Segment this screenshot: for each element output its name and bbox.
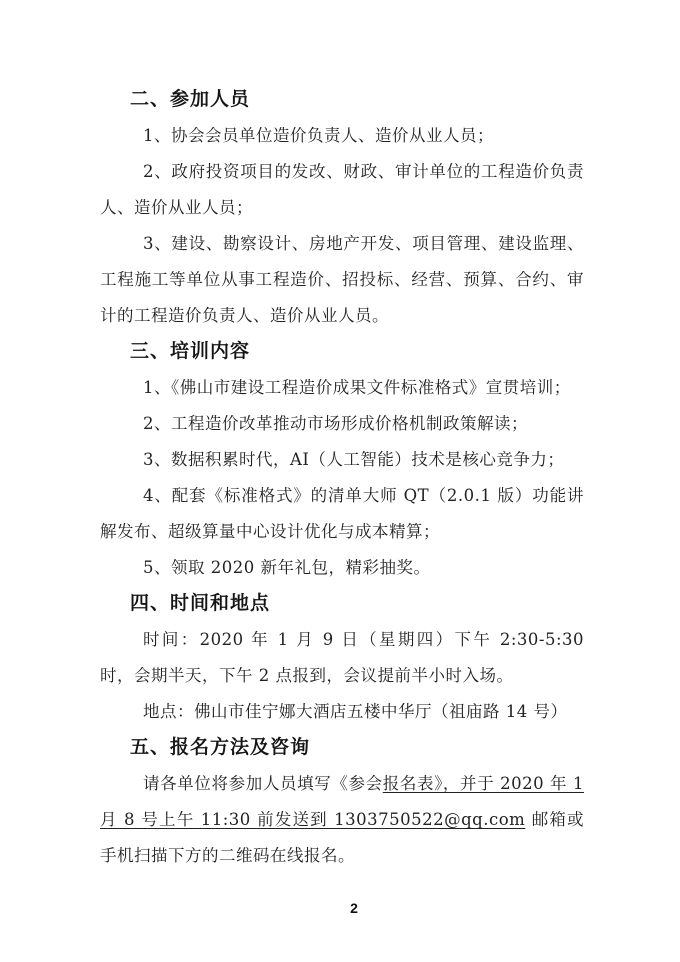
participants-item-1: 1、协会会员单位造价负责人、造价从业人员； (143, 126, 494, 145)
section-heading-time-place: 四、时间和地点 (130, 593, 271, 614)
section-heading-registration: 五、报名方法及咨询 (130, 737, 311, 758)
page-number: 2 (350, 900, 358, 916)
participants-item-2: 2、政府投资项目的发改、财政、审计单位的工程造价负责人、造价从业人员； (100, 162, 584, 217)
registration-underlined-text: 报名表》，并于 2020 年 1 月 8 号上午 11:30 前发送到 1303750522@qq.com (100, 774, 585, 829)
training-item-4: 4、配套《标准格式》的清单大师 QT（2.0.1 版）功能讲解发布、超级算量中心设计优化与成本精算； (100, 486, 584, 541)
section-heading-training-content: 三、培训内容 (130, 341, 251, 362)
place-line: 地点：佛山市佳宁娜大酒店五楼中华厅（祖庙路 14 号） (143, 702, 568, 721)
training-item-3: 3、数据积累时代，AI（人工智能）技术是核心竞争力； (143, 450, 565, 469)
training-item-2: 2、工程造价改革推动市场形成价格机制政策解读； (143, 414, 528, 433)
training-item-5: 5、领取 2020 新年礼包，精彩抽奖。 (143, 558, 431, 577)
training-item-1: 1、《佛山市建设工程造价成果文件标准格式》宣贯培训； (143, 378, 571, 397)
registration-text-run: 请各单位将参加人员填写《参会 (143, 774, 383, 793)
participants-item-3: 3、建设、勘察设计、房地产开发、项目管理、建设监理、工程施工等单位从事工程造价、招投标、经营、预算、合约、审计的工程造价负责人、造价从业人员。 (100, 234, 584, 325)
time-line: 时间：2020 年 1 月 9 日（星期四）下午 2:30-5:30 时，会期半天，下午 2 点报到，会议提前半小时入场。 (100, 630, 584, 685)
registration-text-run: 邮箱或手机扫描下方的二维码在线报名。 (100, 810, 584, 865)
registration-paragraph (100, 766, 584, 874)
section-heading-participants: 二、参加人员 (130, 89, 251, 110)
